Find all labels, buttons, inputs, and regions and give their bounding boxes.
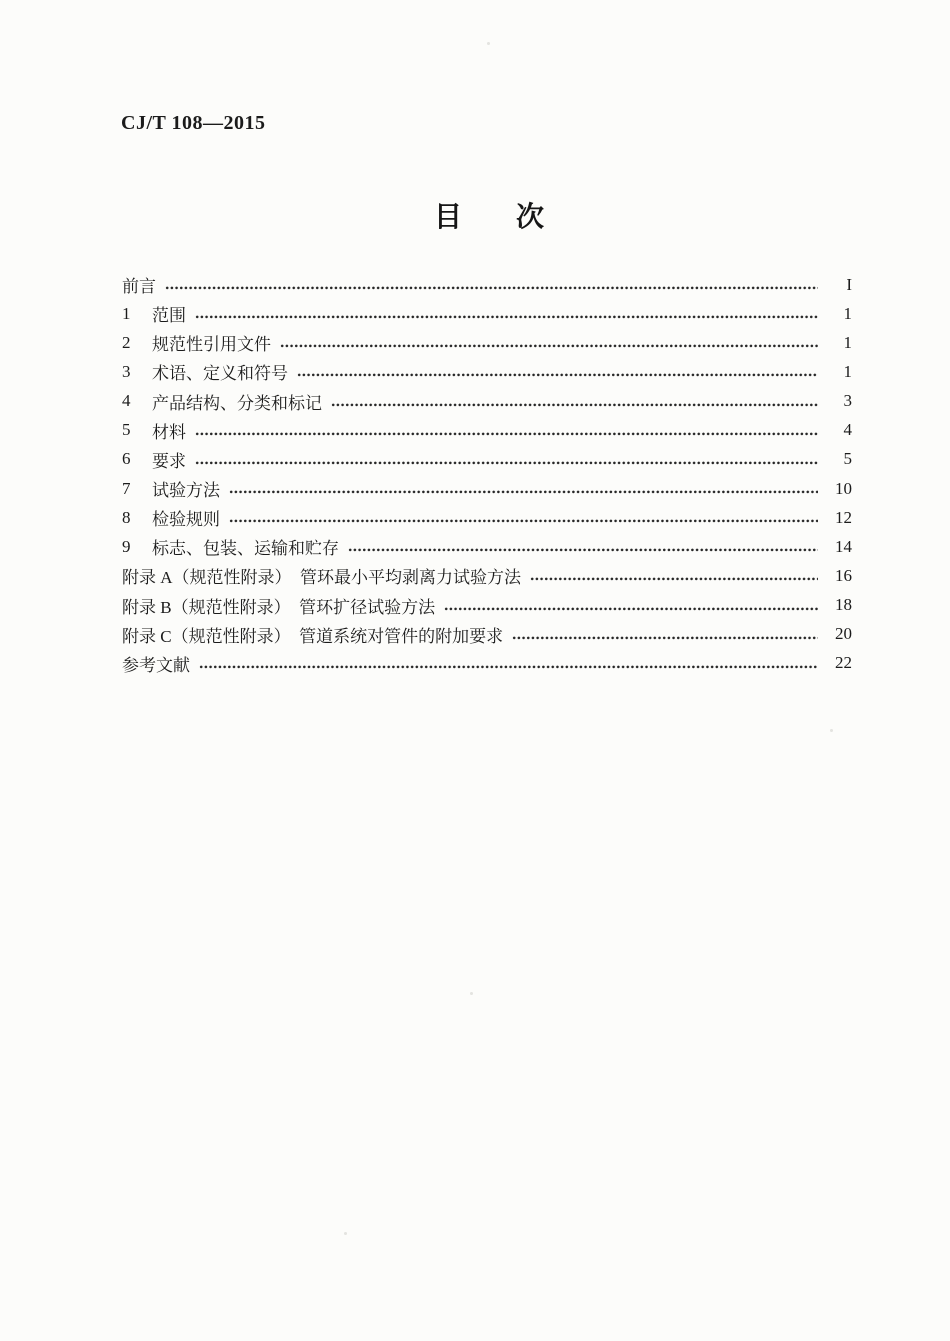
toc-row xyxy=(122,270,852,299)
toc-row xyxy=(122,328,852,357)
scan-speck xyxy=(470,992,473,995)
toc-entry-number: 6 xyxy=(122,449,131,469)
toc-entry-number: 1 xyxy=(122,303,131,323)
toc-row xyxy=(122,445,852,474)
dot-leader xyxy=(444,591,818,620)
toc-row xyxy=(122,620,852,649)
dot-leader xyxy=(195,445,818,474)
toc-entry-page: 1 xyxy=(843,332,852,352)
toc-entry-label: 参考文献 xyxy=(122,655,190,675)
toc-entry-label: 规范性引用文件 xyxy=(152,335,271,355)
scan-speck xyxy=(344,1232,347,1235)
dot-leader xyxy=(195,299,818,328)
dot-leader xyxy=(199,649,818,678)
toc-entry-page: 1 xyxy=(843,303,852,323)
dot-leader xyxy=(280,328,818,357)
toc-entry-label: 附录 C（规范性附录） 管道系统对管件的附加要求 xyxy=(122,626,504,646)
toc-entry-label: 附录 A（规范性附录） 管环最小平均剥离力试验方法 xyxy=(122,568,522,588)
toc-entry-label: 术语、定义和符号 xyxy=(152,364,288,384)
toc-entry-page: 20 xyxy=(835,624,852,644)
toc-row xyxy=(122,357,852,386)
toc-row xyxy=(122,503,852,532)
toc-entry-label: 标志、包装、运输和贮存 xyxy=(152,539,339,559)
toc-entry-number: 4 xyxy=(122,391,131,411)
toc-row xyxy=(122,591,852,620)
dot-leader xyxy=(229,474,818,503)
toc-entry-page: 4 xyxy=(843,420,852,440)
toc-entry-number: 8 xyxy=(122,507,131,527)
toc-entry-number: 7 xyxy=(122,478,131,498)
toc-row xyxy=(122,387,852,416)
toc-entry-page: I xyxy=(846,274,852,294)
toc-entry-number: 5 xyxy=(122,420,131,440)
toc-entry-page: 18 xyxy=(835,595,852,615)
dot-leader xyxy=(348,532,818,561)
toc-entry-page: 22 xyxy=(835,653,852,673)
toc-entry-label: 材料 xyxy=(152,422,186,442)
toc-entry-page: 10 xyxy=(835,478,852,498)
toc-entry-number: 2 xyxy=(122,332,131,352)
toc-entry-number: 3 xyxy=(122,361,131,381)
dot-leader xyxy=(195,416,818,445)
scan-speck xyxy=(830,729,833,732)
standard-code: CJ/T 108—2015 xyxy=(121,112,266,134)
toc-entry-label: 试验方法 xyxy=(152,481,220,501)
toc-row xyxy=(122,649,852,678)
dot-leader xyxy=(229,503,818,532)
toc-row xyxy=(122,474,852,503)
toc-list xyxy=(122,270,852,678)
dot-leader xyxy=(297,357,818,386)
toc-entry-page: 14 xyxy=(835,536,852,556)
dot-leader xyxy=(331,387,818,416)
toc-entry-page: 12 xyxy=(835,507,852,527)
toc-row xyxy=(122,561,852,590)
toc-entry-label: 附录 B（规范性附录） 管环扩径试验方法 xyxy=(122,597,436,617)
toc-entry-label: 前言 xyxy=(122,277,156,297)
toc-entry-label: 产品结构、分类和标记 xyxy=(152,393,322,413)
toc-title xyxy=(14,195,950,235)
dot-leader xyxy=(530,561,818,590)
toc-row xyxy=(122,299,852,328)
scan-speck xyxy=(487,42,490,45)
toc-entry-page: 5 xyxy=(843,449,852,469)
toc-entry-page: 16 xyxy=(835,565,852,585)
toc-entry-page: 1 xyxy=(843,361,852,381)
toc-entry-page: 3 xyxy=(843,391,852,411)
toc-entry-number: 9 xyxy=(122,536,131,556)
toc-title-char-1: 目 xyxy=(433,201,462,232)
toc-row xyxy=(122,416,852,445)
toc-entry-label: 范围 xyxy=(152,306,186,326)
toc-entry-label: 检验规则 xyxy=(152,510,220,530)
dot-leader xyxy=(165,270,818,299)
toc-row xyxy=(122,532,852,561)
toc-entry-label: 要求 xyxy=(152,451,186,471)
dot-leader xyxy=(512,620,818,649)
toc-title-char-2: 次 xyxy=(516,201,545,232)
